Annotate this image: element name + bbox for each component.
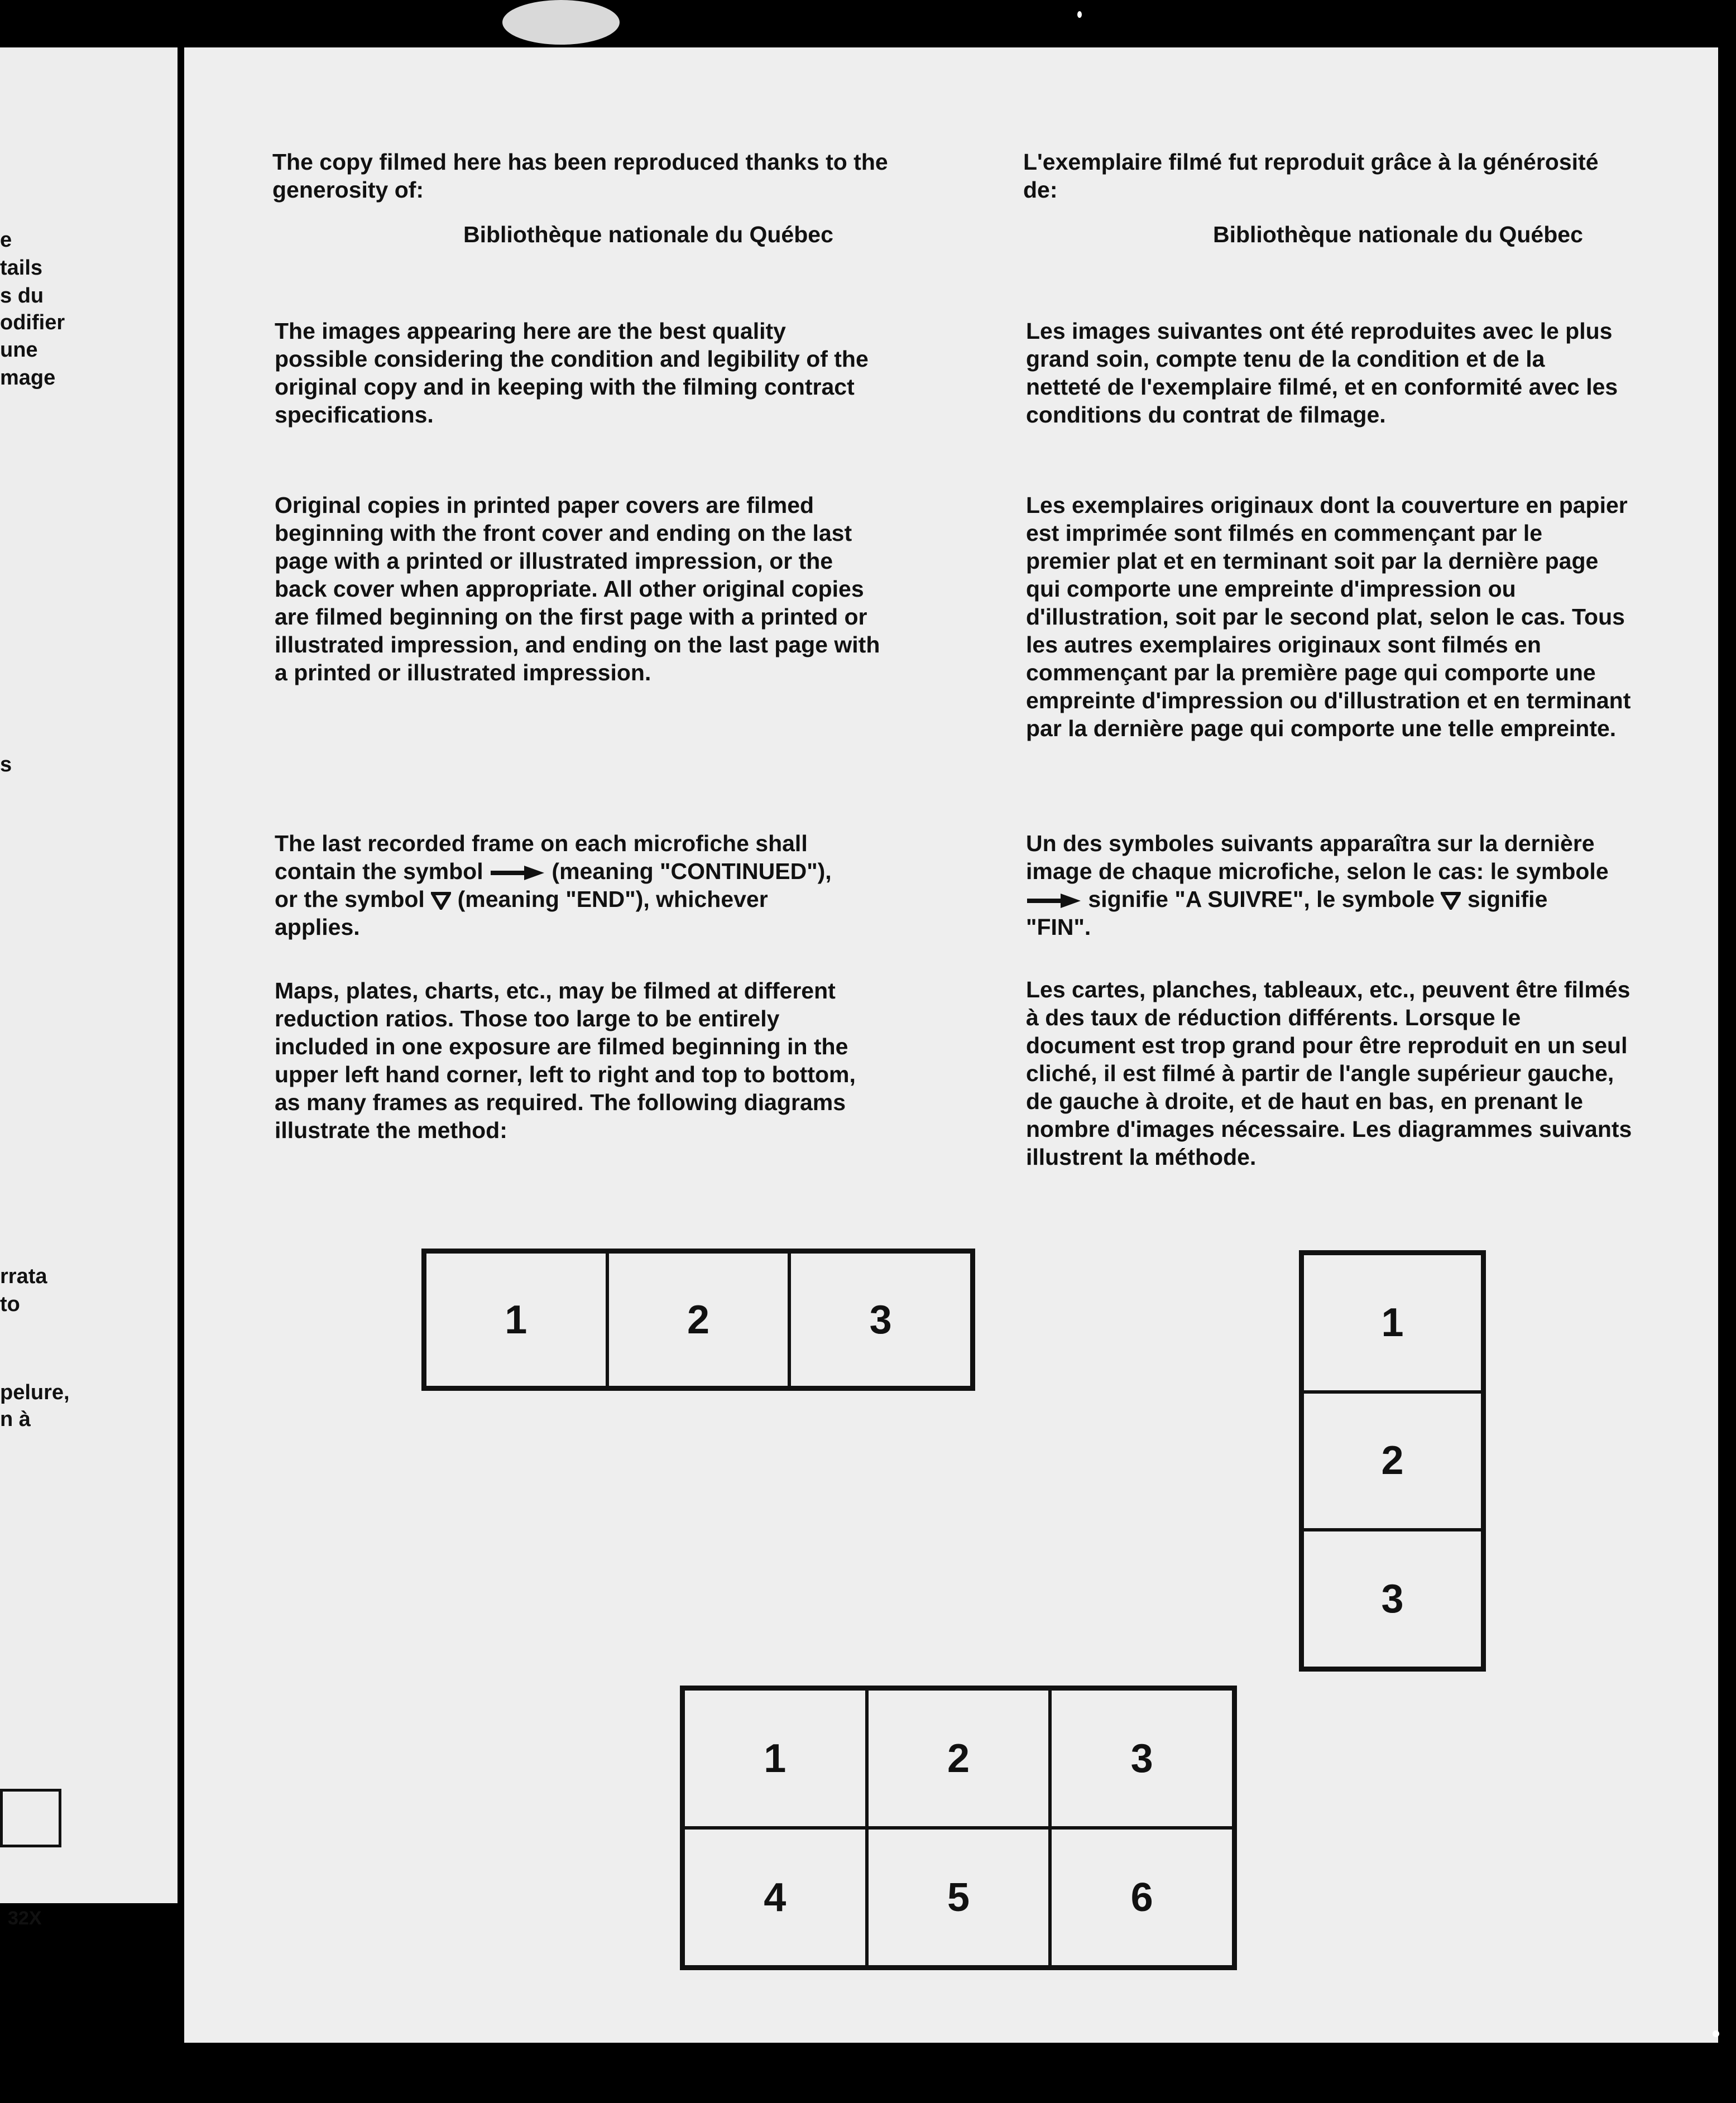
end-triangle-icon (431, 892, 451, 910)
continued-arrow-icon (1026, 892, 1082, 909)
left-fragment: tails (0, 256, 43, 280)
continued-arrow-icon (490, 865, 545, 881)
frame-cell: 3 (1050, 1689, 1234, 1828)
english-intro: The copy filmed here has been reproduced thanks to the generosity of: (272, 149, 888, 203)
left-fragment: n à (0, 1408, 31, 1431)
left-fragment: une (0, 338, 38, 362)
end-triangle-icon (1441, 892, 1461, 910)
french-paragraph-originals: Les exemplaires originaux dont la couverture en papier est imprimée sont filmés en commençant par le premier plat et en terminant soit par la dernière page qui comporte une empreinte d'impression ou d'illustration, soit par le second plat, selon le cas. Tous les autres exemplaires originaux sont filmés en commençant par la première page qui comporte une empreinte d'impression ou d'illustration et en terminant par la dernière page qui comporte une telle empreinte. (1026, 492, 1631, 741)
english-paragraph-originals: Original copies in printed paper covers are filmed beginning with the front cover and ending on the last page with a printed or illustrated impression, or the back cover when appropriate. All other original copies are filmed beginning on the first page with a printed or illustrated impression, and ending on the last page with a printed or illustrated impression. (275, 492, 880, 685)
film-speck (1713, 2030, 1719, 2037)
left-fragment: to (0, 1293, 20, 1316)
frame-cell: 2 (607, 1252, 790, 1387)
diagram-row-three (421, 1249, 975, 1391)
english-paragraph-quality: The images appearing here are the best quality possible considering the condition and legibility of the original copy and in keeping with the filming contract specifications. (275, 318, 869, 428)
reduction-box (0, 1789, 61, 1847)
left-fragment: pelure, (0, 1381, 70, 1404)
frame-cell: 1 (683, 1689, 867, 1828)
english-paragraph-symbols: The last recorded frame on each microfiche shall contain the symbol (meaning "CONTINUED"), or the symbol (meaning "END"), whichever applies. (275, 830, 832, 940)
frame-cell: 4 (683, 1828, 867, 1967)
left-fragment: mage (0, 366, 56, 390)
left-fragment: s (0, 753, 12, 776)
frame-cell: 3 (789, 1252, 972, 1387)
frame-cell: 6 (1050, 1828, 1234, 1967)
diagram-grid-six (680, 1686, 1237, 1970)
frame-cell: 1 (1302, 1254, 1483, 1392)
frame-cell: 2 (1302, 1392, 1483, 1530)
left-fragment: e (0, 228, 12, 252)
frame-cell: 2 (867, 1689, 1051, 1828)
frame-cell: 3 (1302, 1530, 1483, 1668)
english-paragraph-maps: Maps, plates, charts, etc., may be filmed at different reduction ratios. Those too large to be entirely included in one exposure are filmed beginning in the upper left hand corner, left to right and top to bottom, as many frames as required. The following diagrams illustrate the method: (275, 978, 856, 1143)
left-fragment: rrata (0, 1265, 47, 1288)
left-fragment: s du (0, 284, 44, 308)
french-intro: L'exemplaire filmé fut reproduit grâce à la générosité de: (1023, 149, 1599, 203)
diagram-column-three (1299, 1250, 1486, 1672)
frame-cell: 5 (867, 1828, 1051, 1967)
english-library-name: Bibliothèque nationale du Québec (463, 222, 833, 247)
french-paragraph-maps: Les cartes, planches, tableaux, etc., peuvent être filmés à des taux de réduction différents. Lorsque le document est trop grand pour être reproduit en un seul cliché, il est filmé à partir de l'angle supérieur gauche, de gauche à droite, et de haut en bas, en prenant le nombre d'images nécessaire. Les diagrammes suivants illustrent la méthode. (1026, 977, 1632, 1170)
film-speck (502, 0, 620, 45)
reduction-label: 32X (8, 1908, 42, 1929)
french-paragraph-quality: Les images suivantes ont été reproduites avec le plus grand soin, compte tenu de la condition et de la netteté de l'exemplaire filmé, et en conformité avec les conditions du contrat de filmage. (1026, 318, 1618, 428)
french-paragraph-symbols: Un des symboles suivants apparaîtra sur la dernière image de chaque microfiche, selon le cas: le symbole signifie "A SUIVRE", le symbole signifie "FIN". (1026, 830, 1609, 940)
left-fragment: odifier (0, 311, 65, 334)
film-speck (1077, 11, 1082, 18)
frame-cell: 1 (425, 1252, 607, 1387)
french-library-name: Bibliothèque nationale du Québec (1213, 222, 1583, 247)
